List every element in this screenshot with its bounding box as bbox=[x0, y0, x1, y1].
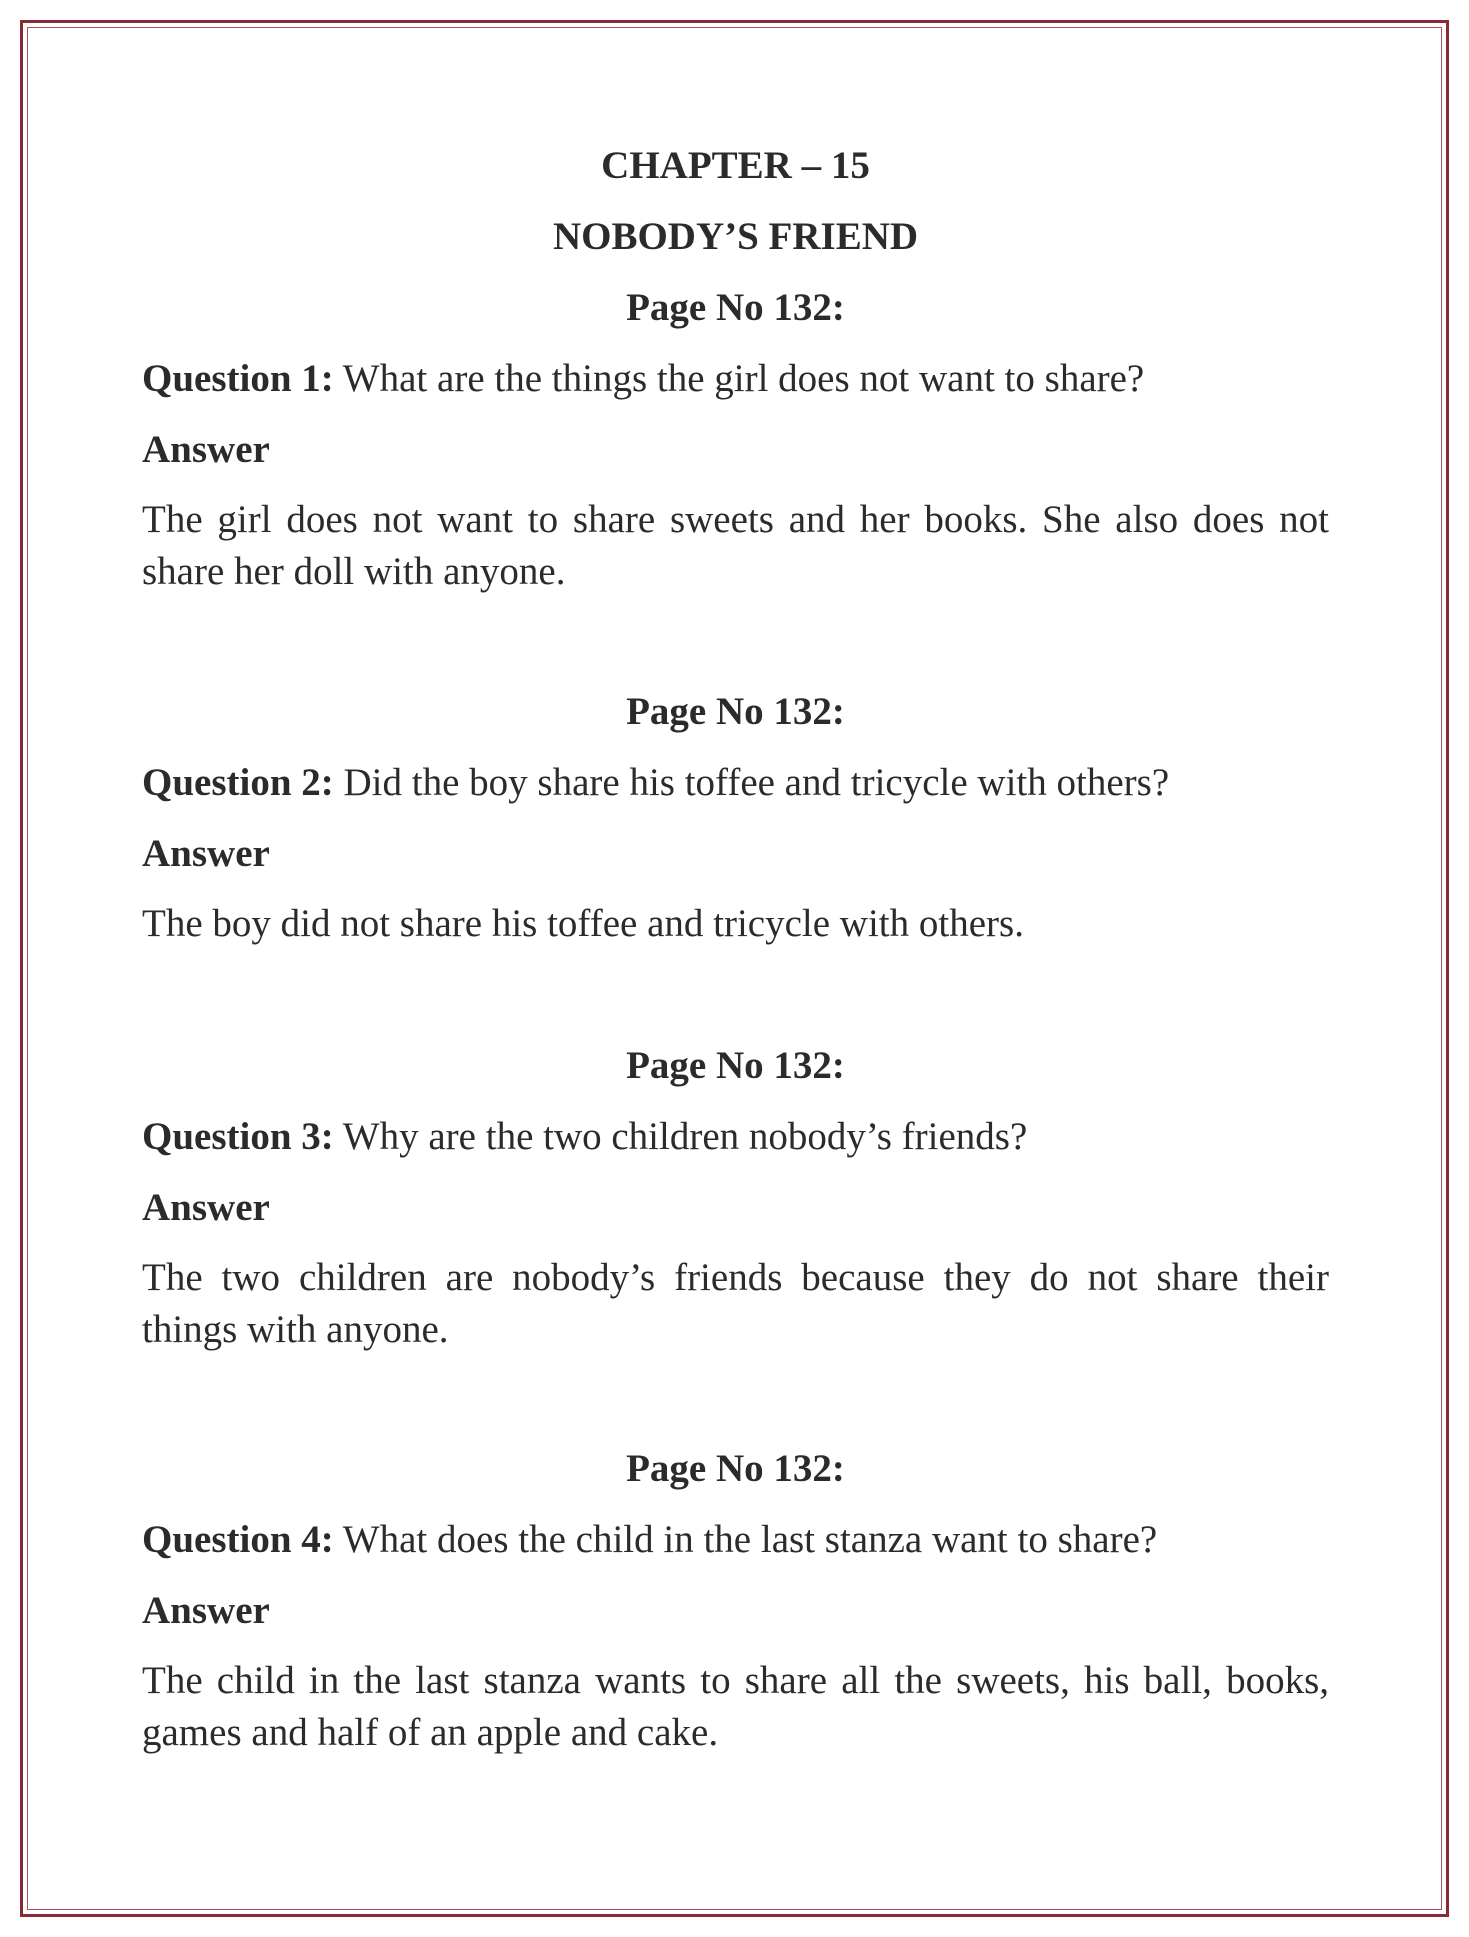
page-reference: Page No 132: bbox=[626, 1044, 845, 1087]
question-label: Question 2: bbox=[142, 761, 334, 804]
question bbox=[142, 1113, 1329, 1161]
answer-label: Answer bbox=[142, 832, 270, 875]
question-text: What does the child in the last stanza want to share? bbox=[333, 1518, 1158, 1561]
answer-label: Answer bbox=[142, 1589, 270, 1632]
question-label: Question 3: bbox=[142, 1115, 334, 1158]
page-reference: Page No 132: bbox=[626, 1447, 845, 1490]
answer-label: Answer bbox=[142, 1186, 270, 1229]
question bbox=[142, 759, 1329, 807]
chapter-title: NOBODY’S FRIEND bbox=[552, 215, 919, 258]
question-label: Question 4: bbox=[142, 1518, 334, 1561]
answer-text: The two children are nobody’s friends because they do not share their things with anyone. bbox=[142, 1256, 1329, 1351]
question-label: Question 1: bbox=[142, 357, 334, 400]
page-reference: Page No 132: bbox=[626, 286, 845, 329]
answer-text: The child in the last stanza wants to share all the sweets, his ball, books, games and half of an apple and cake. bbox=[142, 1659, 1329, 1754]
answer-label: Answer bbox=[142, 428, 270, 471]
question-text: What are the things the girl does not want to share? bbox=[333, 357, 1145, 400]
page-reference: Page No 132: bbox=[626, 690, 845, 733]
chapter-heading: CHAPTER – 15 bbox=[601, 144, 870, 187]
answer-text: The girl does not want to share sweets and her books. She also does not share her doll with anyone. bbox=[142, 498, 1329, 593]
question-text: Why are the two children nobody’s friends? bbox=[333, 1115, 1028, 1158]
question bbox=[142, 355, 1329, 403]
answer-text: The boy did not share his toffee and tricycle with others. bbox=[142, 902, 1024, 945]
question-text: Did the boy share his toffee and tricycle with others? bbox=[333, 761, 1170, 804]
question bbox=[142, 1516, 1329, 1564]
